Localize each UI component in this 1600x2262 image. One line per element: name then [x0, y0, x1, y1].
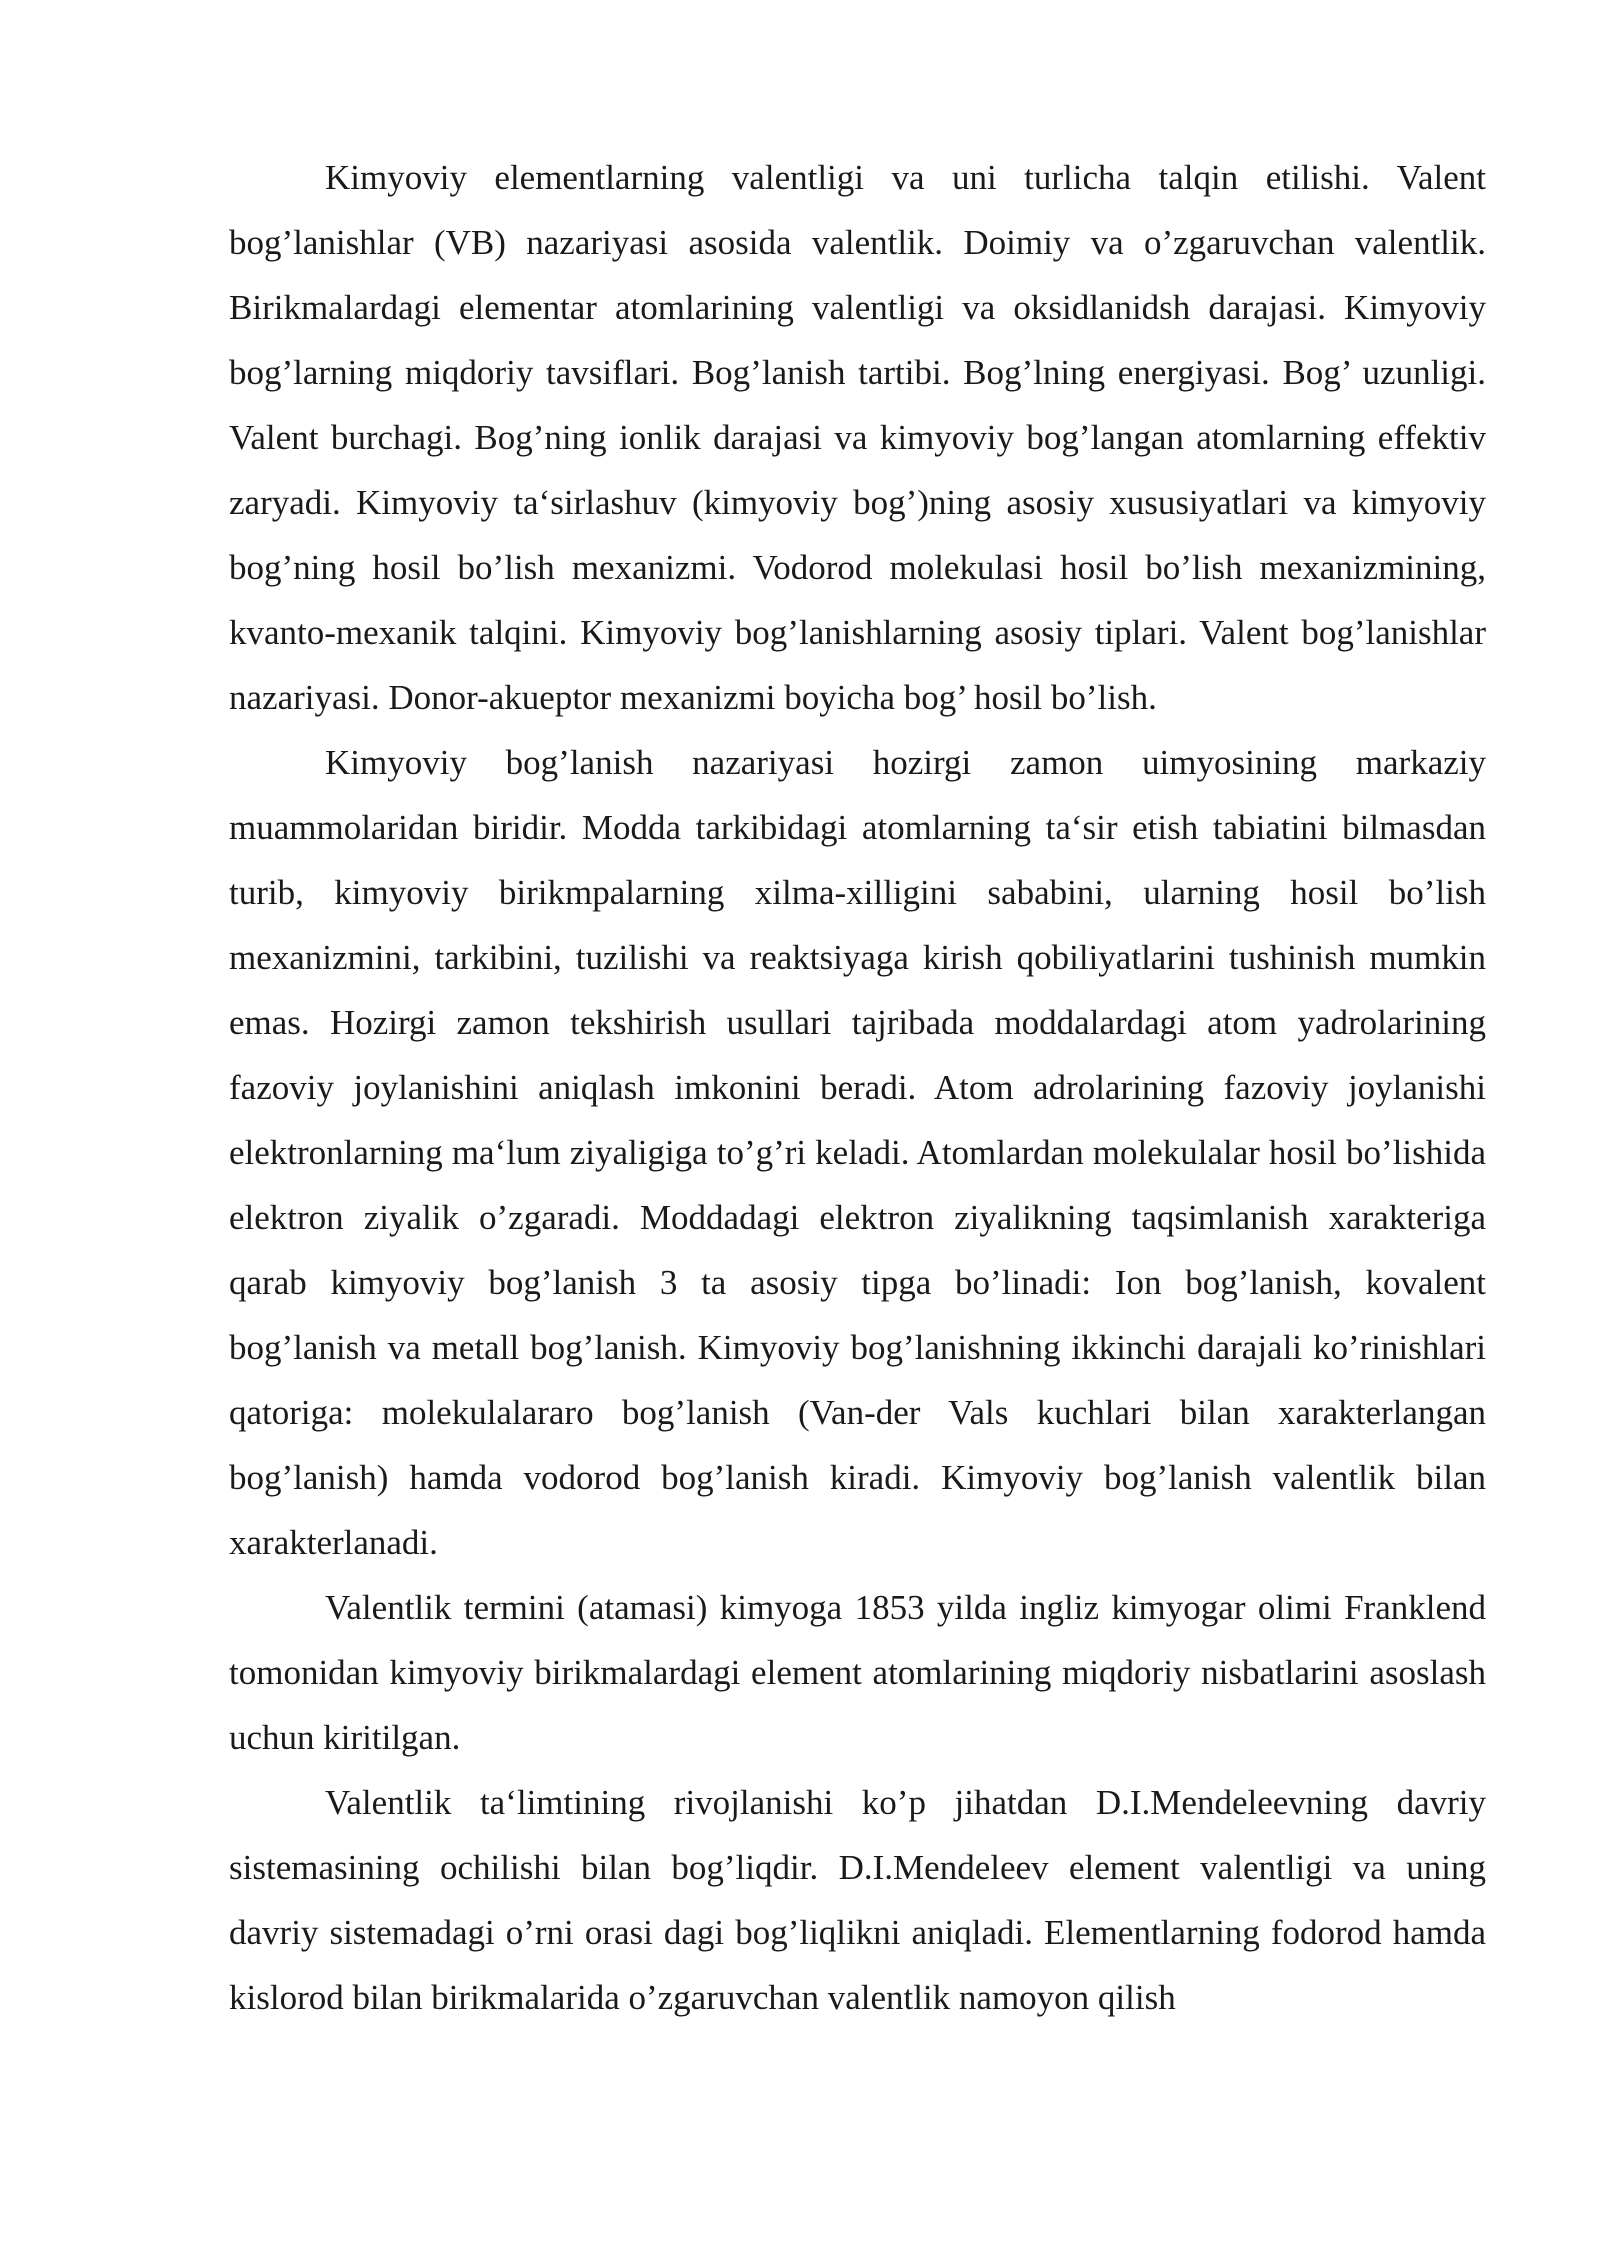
paragraph-chemical-bonding-theory: Kimyoviy bog’lanish nazariyasi hozirgi zamon uimyosining markaziy muammolaridan biridir. Modda tarkibidagi atomlarning ta‘sir etish tabiatini bilmasdan turib, kimyoviy birikmpalarning xilma-xilligini sababini, ularning hosil bo’lish mexanizmini, tarkibini, tuzilishi va reaktsiyaga kirish qobiliyatlarini tushinish mumkin emas. Hozirgi zamon tekshirish usullari tajribada moddalardagi atom yadrolarining fazoviy joylanishini aniqlash imkonini beradi. Atom adrolarining fazoviy joylanishi elektronlarning ma‘lum ziyaligiga to’g’ri keladi. Atomlardan molekulalar hosil bo’lishida elektron ziyalik o’zgaradi. Moddadagi elektron ziyalikning taqsimlanish xarakteriga qarab kimyoviy bog’lanish 3 ta asosiy tipga bo’linadi: Ion bog’lanish, kovalent bog’lanish va metall bog’lanish. Kimyoviy bog’lanishning ikkinchi darajali ko’rinishlari qatoriga: molekulalararo bog’lanish (Van-der Vals kuchlari bilan xarakterlangan bog’lanish) hamda vodorod bog’lanish kiradi. Kimyoviy bog’lanish valentlik bilan xarakterlanadi.: [229, 743, 1486, 1562]
paragraph-mendeleev-valentlik: Valentlik ta‘limtining rivojlanishi ko’p jihatdan D.I.Mendeleevning davriy sistemasining ochilishi bilan bog’liqdir. D.I.Mendeleev element valentligi va uning davriy sistemadagi o’rni orasi dagi bog’liqlikni aniqladi. Elementlarning fodorod hamda kislorod bilan birikmalarida o’zgaruvchan valentlik namoyon qilish: [229, 1783, 1486, 2017]
paragraph-valentlik-term-history: Valentlik termini (atamasi) kimyoga 1853 yilda ingliz kimyogar olimi Franklend tomonidan kimyoviy birikmalardagi element atomlarining miqdoriy nisbatlarini asoslash uchun kiritilgan.: [229, 1588, 1486, 1757]
document-body: [229, 145, 1486, 2030]
paragraph-valentlik-topics: Kimyoviy elementlarning valentligi va uni turlicha talqin etilishi. Valent bog’lanishlar (VB) nazariyasi asosida valentlik. Doimiy va o’zgaruvchan valentlik. Birikmalardagi elementar atomlarining valentligi va oksidlanidsh darajasi. Kimyoviy bog’larning miqdoriy tavsiflari. Bog’lanish tartibi. Bog’lning energiyasi. Bog’ uzunligi. Valent burchagi. Bog’ning ionlik darajasi va kimyoviy bog’langan atomlarning effektiv zaryadi. Kimyoviy ta‘sirlashuv (kimyoviy bog’)ning asosiy xususiyatlari va kimyoviy bog’ning hosil bo’lish mexanizmi. Vodorod molekulasi hosil bo’lish mexanizmining, kvanto-mexanik talqini. Kimyoviy bog’lanishlarning asosiy tiplari. Valent bog’lanishlar nazariyasi. Donor-akueptor mexanizmi boyicha bog’ hosil bo’lish.: [229, 158, 1486, 717]
